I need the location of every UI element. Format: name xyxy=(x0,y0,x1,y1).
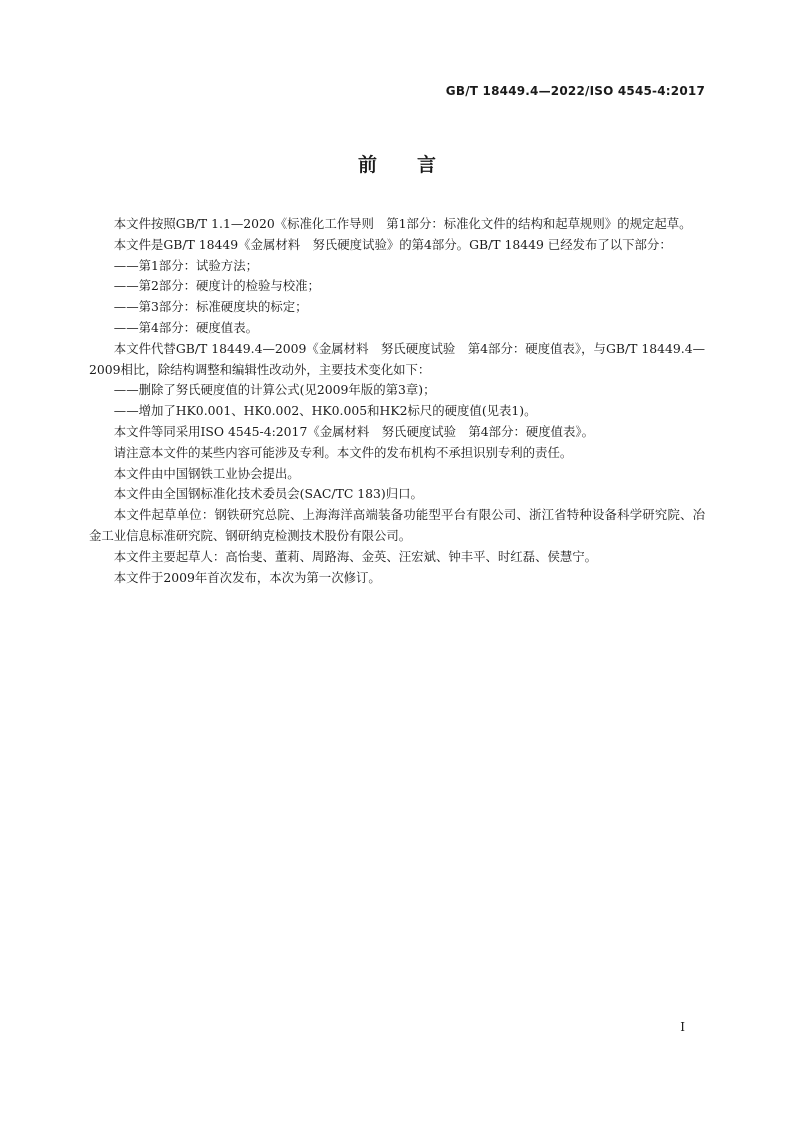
paragraph: 本文件主要起草人：高怡斐、董莉、周路海、金英、汪宏斌、钟丰平、时红磊、侯慧宁。 xyxy=(113,548,598,564)
list-item: ——第2部分：硬度计的检验与校准； xyxy=(113,278,320,294)
paragraph: 本文件由全国钢标准化技术委员会(SAC/TC 183)归口。 xyxy=(113,486,423,502)
list-item: ——删除了努氏硬度值的计算公式(见2009年版的第3章)； xyxy=(113,382,436,398)
paragraph: 本文件起草单位：钢铁研究总院、上海海洋高端装备功能型平台有限公司、浙江省特种设备科学研究院、冶金工业信息标准研究院、钢研纳克检测技术股份有限公司。 xyxy=(89,507,705,543)
list-item: ——增加了HK0.001、HK0.002、HK0.005和HK2标尺的硬度值(见表1)。 xyxy=(113,403,537,419)
page-title: 前言 xyxy=(357,154,476,176)
list-item: ——第4部分：硬度值表。 xyxy=(113,319,258,335)
paragraph: 本文件代替GB/T 18449.4—2009《金属材料 努氏硬度试验 第4部分：硬度值表》，与GB/T 18449.4—2009相比，除结构调整和编辑性改动外，主要技术变化如下： xyxy=(89,340,705,377)
paragraph: 本文件于2009年首次发布，本次为第一次修订。 xyxy=(113,569,381,585)
foreword-body xyxy=(89,214,705,588)
paragraph: 请注意本文件的某些内容可能涉及专利。本文件的发布机构不承担识别专利的责任。 xyxy=(113,444,573,460)
paragraph: 本文件由中国钢铁工业协会提出。 xyxy=(113,465,300,481)
paragraph: 本文件是GB/T 18449《金属材料 努氏硬度试验》的第4部分。GB/T 18449 已经发布了以下部分： xyxy=(113,236,672,252)
list-item: ——第1部分：试验方法； xyxy=(113,257,258,273)
paragraph: 本文件等同采用ISO 4545-4:2017《金属材料 努氏硬度试验 第4部分：硬度值表》。 xyxy=(113,423,594,439)
page-number: I xyxy=(680,1020,685,1034)
list-item: ——第3部分：标准硬度块的标定； xyxy=(113,299,308,315)
standard-code: GB/T 18449.4—2022/ISO 4545-4:2017 xyxy=(445,84,705,98)
paragraph: 本文件按照GB/T 1.1—2020《标准化工作导则 第1部分：标准化文件的结构和起草规则》的规定起草。 xyxy=(113,216,692,231)
